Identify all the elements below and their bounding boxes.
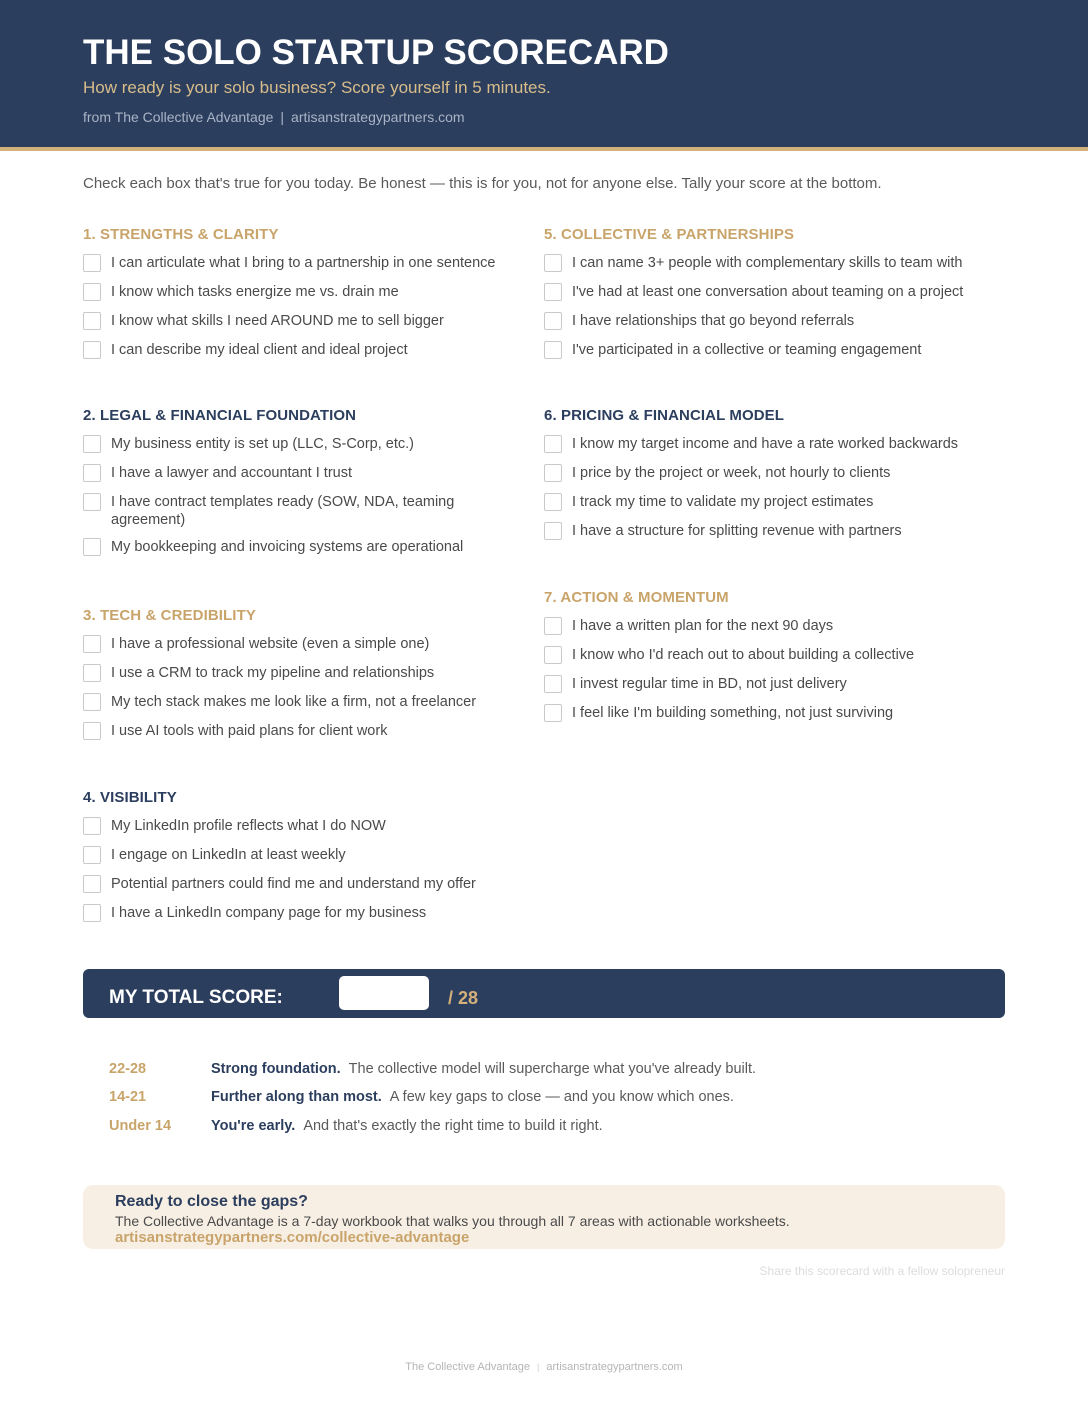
cta-box bbox=[83, 1185, 1005, 1249]
score-range-description: A few key gaps to close — and you know which ones. bbox=[389, 1089, 734, 1105]
total-score-input[interactable] bbox=[339, 976, 429, 1010]
checkbox[interactable] bbox=[544, 704, 562, 722]
checkbox[interactable] bbox=[83, 722, 101, 740]
checklist-item-label: I've had at least one conversation about teaming on a project bbox=[572, 284, 964, 300]
section-pricing-financial bbox=[544, 407, 984, 551]
checklist-item[interactable] bbox=[544, 646, 984, 666]
checklist-item[interactable] bbox=[544, 341, 984, 361]
source-text: from The Collective Advantage bbox=[83, 109, 274, 125]
page-subtitle: How ready is your solo business? Score yourself in 5 minutes. bbox=[83, 78, 551, 97]
checkbox[interactable] bbox=[83, 341, 101, 359]
checkbox[interactable] bbox=[83, 846, 101, 864]
checklist-item-label: I track my time to validate my project estimates bbox=[572, 494, 874, 510]
checklist-item-label: I've participated in a collective or teaming engagement bbox=[572, 342, 922, 358]
footer-separator: | bbox=[537, 1362, 540, 1372]
score-range-label: Under 14 bbox=[109, 1118, 172, 1134]
section-strengths-clarity bbox=[83, 226, 523, 370]
checklist-item-label: I have a structure for splitting revenue with partners bbox=[572, 523, 902, 539]
checklist-item[interactable] bbox=[544, 522, 984, 542]
checklist-item-label: I have contract templates ready (SOW, NDA, teaming agreement) bbox=[111, 494, 455, 528]
checkbox[interactable] bbox=[544, 617, 562, 635]
checkbox[interactable] bbox=[544, 283, 562, 301]
checklist-item[interactable] bbox=[544, 312, 984, 332]
checkbox[interactable] bbox=[544, 493, 562, 511]
checklist-item[interactable] bbox=[83, 693, 523, 713]
total-score-bar bbox=[83, 969, 1005, 1018]
share-note: Share this scorecard with a fellow solopreneur bbox=[759, 1264, 1005, 1278]
checklist-item-label: I have relationships that go beyond referrals bbox=[572, 313, 855, 329]
checklist-item-label: My LinkedIn profile reflects what I do NOW bbox=[111, 818, 386, 834]
section-collective-partnerships bbox=[544, 226, 984, 370]
source-site[interactable]: artisanstrategypartners.com bbox=[291, 109, 465, 125]
header-banner bbox=[0, 0, 1088, 147]
checklist-item[interactable] bbox=[544, 254, 984, 274]
section-title: 6. PRICING & FINANCIAL MODEL bbox=[544, 407, 785, 424]
checkbox[interactable] bbox=[83, 875, 101, 893]
section-title: 7. ACTION & MOMENTUM bbox=[544, 589, 729, 606]
header-divider bbox=[0, 147, 1088, 151]
score-range-headline bbox=[211, 1061, 756, 1077]
checklist-item-label: I use AI tools with paid plans for client work bbox=[111, 723, 388, 739]
footer-site[interactable]: artisanstrategypartners.com bbox=[546, 1361, 683, 1373]
cta-body: The Collective Advantage is a 7-day workbook that walks you through all 7 areas with actionable worksheets. bbox=[115, 1213, 790, 1229]
checklist-item-label: My business entity is set up (LLC, S-Corp, etc.) bbox=[111, 436, 414, 452]
checklist-item[interactable] bbox=[83, 538, 523, 558]
checklist-item-label: I use a CRM to track my pipeline and relationships bbox=[111, 665, 435, 681]
checklist-item[interactable] bbox=[544, 675, 984, 695]
cta-headline: Ready to close the gaps? bbox=[115, 1193, 308, 1210]
checklist-item-label: I know which tasks energize me vs. drain me bbox=[111, 284, 399, 300]
checklist-item-label: I price by the project or week, not hourly to clients bbox=[572, 465, 891, 481]
checklist-item[interactable] bbox=[83, 312, 523, 332]
checklist-item-label: I feel like I'm building something, not just surviving bbox=[572, 705, 894, 721]
checkbox[interactable] bbox=[83, 254, 101, 272]
checklist-item[interactable] bbox=[544, 493, 984, 513]
section-visibility bbox=[83, 789, 523, 933]
page-title: THE SOLO STARTUP SCORECARD bbox=[83, 33, 669, 72]
checklist-item[interactable] bbox=[544, 617, 984, 637]
checklist-item[interactable] bbox=[83, 435, 523, 455]
section-legal-financial bbox=[83, 407, 523, 567]
checklist-item-label: I engage on LinkedIn at least weekly bbox=[111, 847, 346, 863]
total-score-max: / 28 bbox=[448, 988, 479, 1008]
source-line bbox=[83, 109, 465, 125]
checklist-item-label: I know my target income and have a rate worked backwards bbox=[572, 436, 959, 452]
page-footer bbox=[0, 1361, 1088, 1373]
checklist-item-label: I know who I'd reach out to about building a collective bbox=[572, 647, 915, 663]
checkbox[interactable] bbox=[83, 817, 101, 835]
checkbox[interactable] bbox=[83, 538, 101, 556]
score-range-headline bbox=[211, 1089, 734, 1105]
checkbox[interactable] bbox=[544, 435, 562, 453]
checkbox[interactable] bbox=[83, 664, 101, 682]
checklist-item[interactable] bbox=[83, 722, 523, 742]
section-title: 5. COLLECTIVE & PARTNERSHIPS bbox=[544, 226, 795, 243]
checkbox[interactable] bbox=[544, 675, 562, 693]
source-separator: | bbox=[280, 109, 285, 125]
checklist-item-label: Potential partners could find me and understand my offer bbox=[111, 876, 476, 892]
checkbox[interactable] bbox=[544, 312, 562, 330]
score-range-headline-text: You're early. bbox=[211, 1118, 296, 1134]
checkbox[interactable] bbox=[83, 493, 101, 511]
section-title: 1. STRENGTHS & CLARITY bbox=[83, 226, 279, 243]
checklist-item-label: I can describe my ideal client and ideal project bbox=[111, 342, 408, 358]
checkbox[interactable] bbox=[83, 435, 101, 453]
score-range-label: 14-21 bbox=[109, 1089, 147, 1105]
section-tech-credibility bbox=[83, 607, 523, 751]
section-title: 4. VISIBILITY bbox=[83, 789, 177, 806]
checklist-item-label: I have a professional website (even a simple one) bbox=[111, 636, 430, 652]
checklist-item[interactable] bbox=[83, 341, 523, 361]
checkbox[interactable] bbox=[544, 522, 562, 540]
checklist-item[interactable] bbox=[83, 904, 523, 924]
checklist-item-label: I have a written plan for the next 90 days bbox=[572, 618, 834, 634]
checkbox[interactable] bbox=[83, 693, 101, 711]
checkbox[interactable] bbox=[83, 283, 101, 301]
checklist-item[interactable] bbox=[83, 875, 523, 895]
checklist-item-label: I have a LinkedIn company page for my business bbox=[111, 905, 427, 921]
checkbox[interactable] bbox=[83, 635, 101, 653]
section-title: 3. TECH & CREDIBILITY bbox=[83, 607, 256, 624]
footer-brand: The Collective Advantage bbox=[405, 1361, 531, 1373]
section-action-momentum bbox=[544, 589, 984, 733]
checklist-item[interactable] bbox=[83, 817, 523, 837]
checkbox[interactable] bbox=[83, 904, 101, 922]
score-range-headline-text: Further along than most. bbox=[211, 1089, 382, 1105]
checklist-item[interactable] bbox=[544, 704, 984, 724]
checklist-item-label: I know what skills I need AROUND me to sell bigger bbox=[111, 313, 444, 329]
checkbox[interactable] bbox=[544, 254, 562, 272]
checkbox[interactable] bbox=[83, 464, 101, 482]
checkbox[interactable] bbox=[544, 341, 562, 359]
checkbox[interactable] bbox=[83, 312, 101, 330]
checklist-item[interactable] bbox=[83, 254, 523, 274]
checklist-item[interactable] bbox=[83, 283, 523, 303]
score-range-description: The collective model will supercharge what you've already built. bbox=[348, 1061, 757, 1077]
checklist-item[interactable] bbox=[83, 464, 523, 484]
checklist-item-label: I can articulate what I bring to a partnership in one sentence bbox=[111, 255, 496, 271]
score-range-description: And that's exactly the right time to build it right. bbox=[303, 1118, 603, 1134]
checklist-item-label: I can name 3+ people with complementary skills to team with bbox=[572, 255, 963, 271]
score-range-headline bbox=[211, 1118, 603, 1134]
checklist-item-label: My bookkeeping and invoicing systems are operational bbox=[111, 539, 464, 555]
checklist-item[interactable] bbox=[544, 435, 984, 455]
section-title: 2. LEGAL & FINANCIAL FOUNDATION bbox=[83, 407, 357, 424]
intro-text: Check each box that's true for you today. Be honest — this is for you, not for anyone else. Tally your score at the bottom. bbox=[83, 175, 882, 192]
checklist-item-label: I invest regular time in BD, not just delivery bbox=[572, 676, 847, 692]
checklist-item-label: I have a lawyer and accountant I trust bbox=[111, 465, 352, 481]
score-range-label: 22-28 bbox=[109, 1061, 147, 1077]
checklist-item[interactable] bbox=[544, 464, 984, 484]
checklist-item-label: My tech stack makes me look like a firm, not a freelancer bbox=[111, 694, 477, 710]
score-range-headline-text: Strong foundation. bbox=[211, 1061, 341, 1077]
checklist-item[interactable] bbox=[83, 664, 523, 684]
checkbox[interactable] bbox=[544, 464, 562, 482]
checklist-item[interactable] bbox=[83, 493, 523, 529]
checkbox[interactable] bbox=[544, 646, 562, 664]
cta-link[interactable]: artisanstrategypartners.com/collective-advantage bbox=[115, 1229, 470, 1246]
checklist-item[interactable] bbox=[544, 283, 984, 303]
total-score-label: MY TOTAL SCORE: bbox=[109, 987, 283, 1008]
checklist-item[interactable] bbox=[83, 846, 523, 866]
checklist-item[interactable] bbox=[83, 635, 523, 655]
